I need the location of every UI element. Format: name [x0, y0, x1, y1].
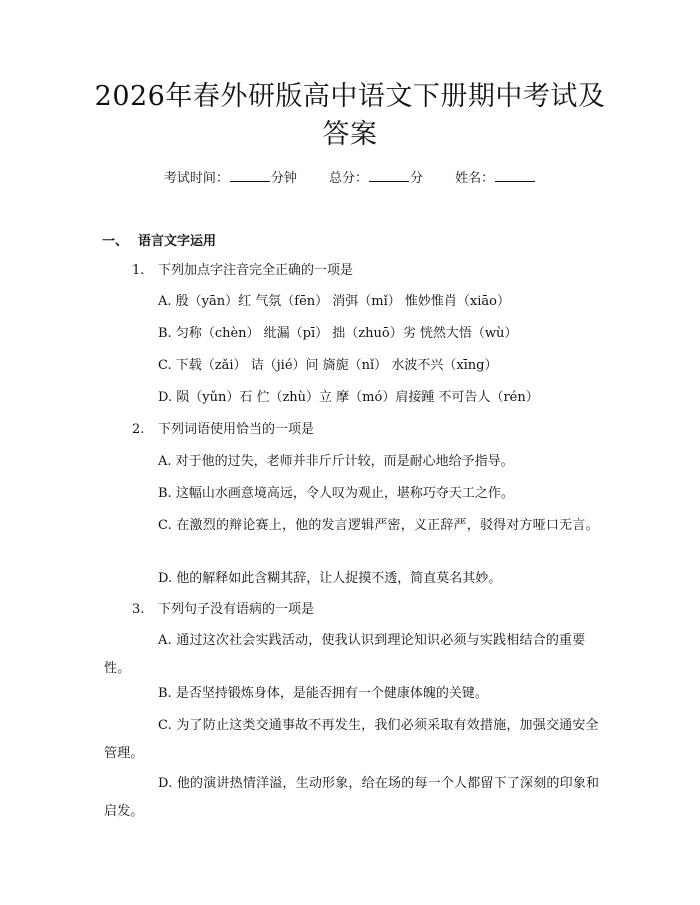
question-text: 下列词语使用恰当的一项是 [158, 422, 315, 437]
page-title: 2026年春外研版高中语文下册期中考试及答案 [94, 81, 606, 150]
total-score-blank [369, 168, 409, 182]
question-number: 1. [132, 263, 145, 278]
total-score-unit: 分 [410, 171, 424, 186]
q1-option-b: B. 匀称（chèn） 纰漏（pī） 拙（zhuō）劣 恍然大悟（wù） [158, 326, 518, 341]
question-3 [132, 600, 314, 620]
exam-time-blank [230, 168, 270, 182]
question-text: 下列句子没有语病的一项是 [158, 602, 315, 617]
q2-option-a: A. 对于他的过失，老师并非斤斤计较，而是耐心地给予指导。 [158, 454, 514, 469]
total-score-field [329, 168, 423, 189]
question-number: 2. [132, 422, 145, 437]
q3-option-d: D. 他的演讲热情洋溢，生动形象，给在场的每一个人都留下了深刻的印象和启发。 [104, 776, 600, 819]
section-title: 语言文字运用 [138, 234, 217, 249]
section-heading [102, 230, 216, 249]
q1-option-c: C. 下载（zǎi） 诘（jié）问 旖旎（nǐ） 水波不兴（xīng） [158, 358, 498, 373]
exam-time-unit: 分钟 [270, 171, 297, 186]
q3-option-b: B. 是否坚持锻炼身体，是能否拥有一个健康体魄的关键。 [158, 686, 488, 701]
name-field [455, 168, 536, 189]
q2-option-c: C. 在激烈的辩论赛上，他的发言逻辑严密，义正辞严，驳得对方哑口无言。 [158, 518, 599, 533]
q1-option-d: D. 陨（yǔn）石 伫（zhù）立 摩（mó）肩接踵 不可告人（rén） [158, 390, 539, 405]
section-number: 一、 [102, 234, 129, 249]
exam-meta-line [0, 168, 700, 189]
name-label: 姓名： [455, 171, 495, 186]
question-2 [132, 420, 314, 440]
q1-option-a: A. 殷（yān）红 气氛（fēn） 消弭（mǐ） 惟妙惟肖（xiāo） [158, 294, 510, 309]
q3-option-a: A. 通过这次社会实践活动，使我认识到理论知识必须与实践相结合的重要性。 [104, 633, 586, 676]
q2-option-b: B. 这幅山水画意境高远，令人叹为观止，堪称巧夺天工之作。 [158, 486, 514, 501]
q2-option-d: D. 他的解释如此含糊其辞，让人捉摸不透，简直莫名其妙。 [158, 571, 502, 586]
question-1 [132, 261, 353, 281]
q3-option-c: C. 为了防止这类交通事故不再发生，我们必须采取有效措施，加强交通安全管理。 [104, 718, 599, 761]
name-blank [495, 168, 535, 182]
total-score-label: 总分： [328, 171, 368, 186]
question-text: 下列加点字注音完全正确的一项是 [158, 263, 354, 278]
exam-time-field [164, 168, 297, 189]
question-number: 3. [132, 602, 145, 617]
exam-time-label: 考试时间： [163, 171, 229, 186]
